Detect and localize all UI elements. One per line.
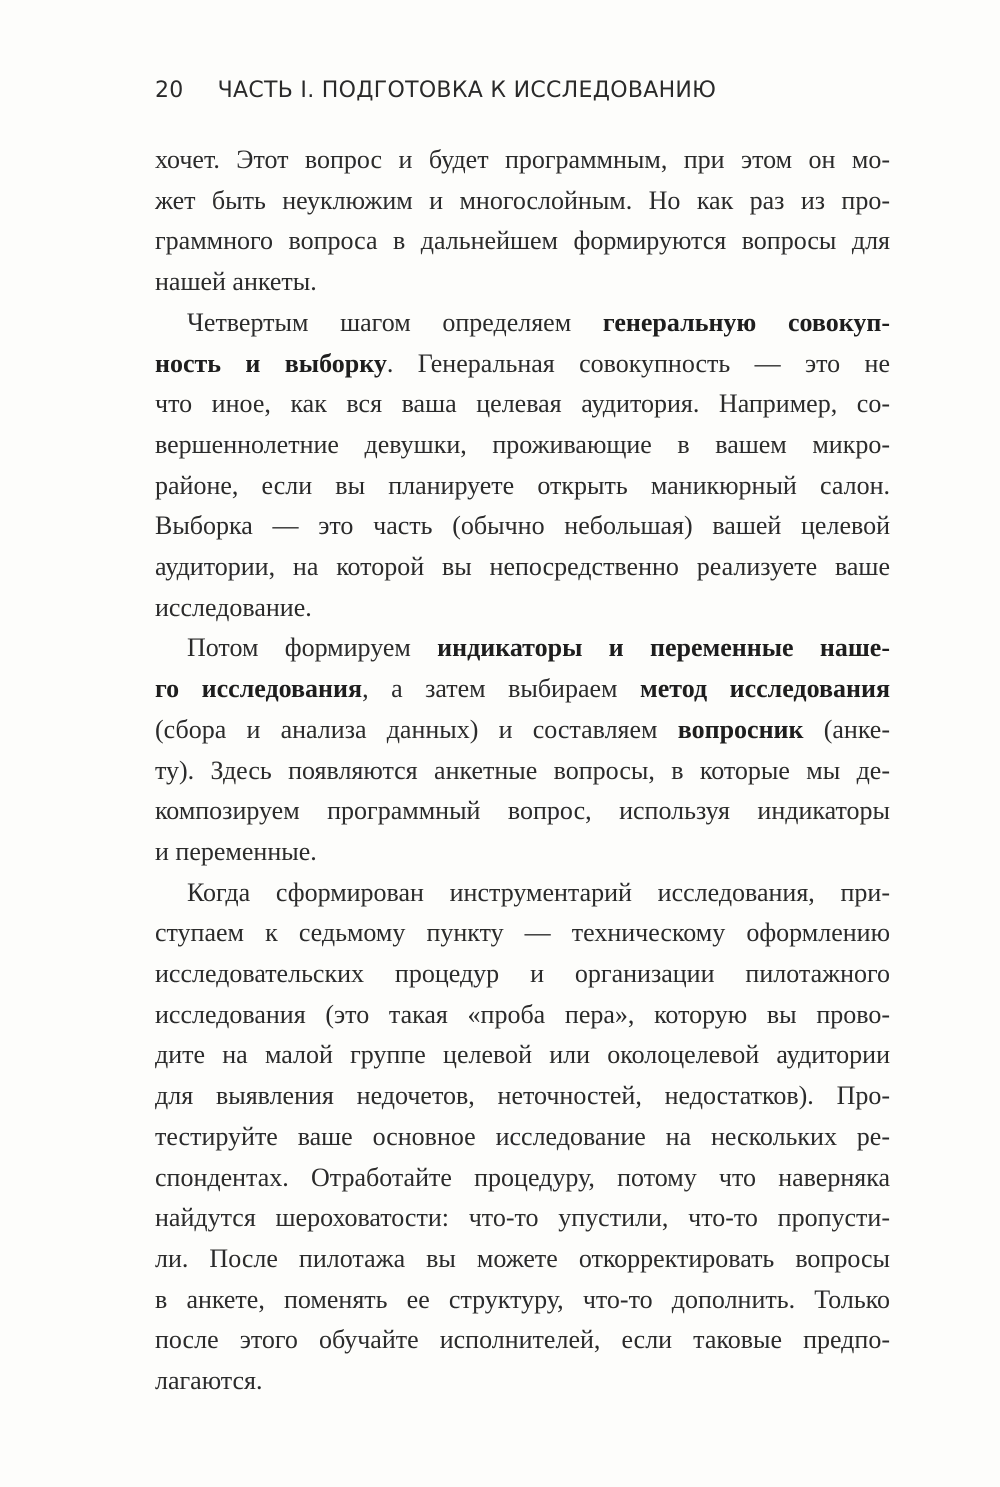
bold-term: ность и выборку <box>155 348 387 378</box>
text-line: граммного вопроса в дальнейшем формируются вопросы для <box>155 226 890 256</box>
text-line <box>155 303 890 344</box>
bold-term: го исследования <box>155 674 363 704</box>
text-line: и переменные. <box>155 836 317 866</box>
body-text <box>155 140 890 1402</box>
text-line: исследовательских процедур и организации пилотажного <box>155 959 890 989</box>
bold-term: генеральную совокуп- <box>602 307 891 337</box>
text-line <box>155 344 890 385</box>
text-line: исследования (это такая «проба пера», которую вы прово- <box>155 999 890 1029</box>
text-run: . Генеральная совокупность — это не <box>386 348 890 378</box>
bold-term: вопросник <box>677 714 804 744</box>
text-line: ступаем к седьмому пункту — техническому оформлению <box>155 918 890 948</box>
text-line: спондентах. Отработайте процедуру, потому что наверняка <box>155 1162 890 1192</box>
running-title: ЧАСТЬ I. ПОДГОТОВКА К ИССЛЕДОВАНИЮ <box>217 78 717 103</box>
text-line: для выявления недочетов, неточностей, недостатков). Про- <box>155 1081 890 1111</box>
text-line: жет быть неуклюжим и многослойным. Но как раз из про- <box>155 185 890 215</box>
text-line: ту). Здесь появляются анкетные вопросы, в которые мы де- <box>155 755 890 785</box>
text-run: Четвертым шагом определяем <box>187 307 603 337</box>
paragraph <box>155 628 890 872</box>
text-run: , а затем выбираем <box>362 674 641 704</box>
text-line: после этого обучайте исполнителей, если таковые предпо- <box>155 1325 890 1355</box>
text-line <box>155 710 890 751</box>
text-line: дите на малой группе целевой или околоцелевой аудитории <box>155 1040 890 1070</box>
text-line: что иное, как вся ваша целевая аудитория. Например, со- <box>155 389 890 419</box>
text-line: аудитории, на которой вы непосредственно реализуете ваше <box>155 552 890 582</box>
text-line: районе, если вы планируете открыть маникюрный салон. <box>155 470 890 500</box>
text-line: тестируйте ваше основное исследование на нескольких ре- <box>155 1121 890 1151</box>
paragraph <box>155 140 890 303</box>
text-line: в анкете, поменять ее структуру, что-то дополнить. Только <box>155 1284 890 1314</box>
text-line: ли. После пилотажа вы можете откорректировать вопросы <box>155 1243 890 1273</box>
text-line: лагаются. <box>155 1366 263 1396</box>
text-line: хочет. Этот вопрос и будет программным, при этом он мо- <box>155 145 890 174</box>
text-run: Потом формируем <box>187 633 438 663</box>
text-run: (анке- <box>803 714 891 744</box>
text-line: Выборка — это часть (обычно небольшая) вашей целевой <box>155 511 890 541</box>
text-line: вершеннолетние девушки, проживающие в вашем микро- <box>155 429 890 459</box>
text-line: Когда сформирован инструментарий исследования, при- <box>187 877 890 907</box>
paragraph <box>155 303 890 629</box>
text-run: (сбора и анализа данных) и составляем <box>155 714 678 744</box>
text-line <box>155 669 890 710</box>
text-line: нашей анкеты. <box>155 267 317 297</box>
text-line: найдутся шероховатости: что-то упустили, что-то пропусти- <box>155 1203 890 1233</box>
text-line: исследование. <box>155 592 312 622</box>
text-line <box>155 628 890 669</box>
page-number: 20 <box>155 78 184 103</box>
text-line: композируем программный вопрос, используя индикаторы <box>155 796 890 826</box>
bold-term: метод исследования <box>640 674 891 704</box>
running-header <box>155 78 716 103</box>
paragraph <box>155 873 890 1402</box>
bold-term: индикаторы и переменные наше- <box>437 633 890 663</box>
